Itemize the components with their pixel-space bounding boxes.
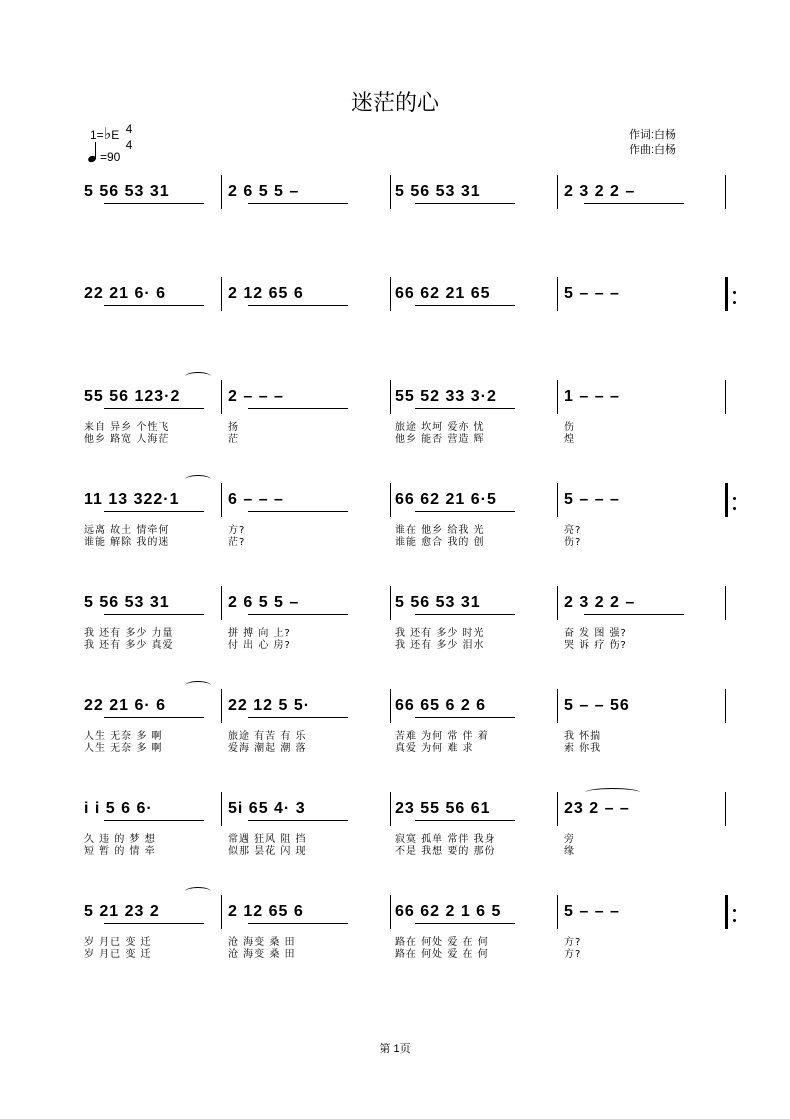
- measure-notes: 23 55 56 61: [395, 800, 491, 817]
- lyric-line-2: 路在 何处 爱 在 何: [395, 949, 489, 960]
- measure-notes: i i 5 6 6·: [84, 800, 153, 817]
- slur-mark: [185, 475, 211, 484]
- score-row: [0, 903, 790, 963]
- measure-notes: 5 56 53 31: [395, 183, 481, 200]
- lyric-line-2: 索 你我: [564, 743, 602, 754]
- lyric-line-2: 不是 我想 要的 那份: [395, 846, 496, 857]
- measure-notes: 5 56 53 31: [395, 594, 481, 611]
- score-row: [0, 594, 790, 654]
- measure-notes: 5 56 53 31: [84, 594, 170, 611]
- bar-line: [390, 175, 391, 209]
- lyric-line-1: 常遇 狂风 阻 挡: [228, 834, 307, 845]
- beam-line: [104, 511, 204, 512]
- lyric-line-2: 短 暂 的 情 牵: [84, 846, 156, 857]
- measure-notes: 23 2 – –: [564, 800, 630, 817]
- lyric-line-1: 旁: [564, 834, 575, 845]
- measure-notes: 2 3 2 2 –: [564, 183, 636, 200]
- lyric-line-1: 亮?: [564, 525, 582, 536]
- bar-line: [221, 895, 222, 929]
- repeat-dot: [733, 909, 736, 912]
- measure-notes: 66 65 6 2 6: [395, 697, 487, 714]
- key-prefix: 1=: [90, 128, 104, 142]
- key-signature: [90, 124, 119, 144]
- lyric-line-2: 他乡 路宽 人海茫: [84, 434, 170, 445]
- measure-notes: 66 62 21 6·5: [395, 491, 497, 508]
- beam-line: [415, 820, 515, 821]
- repeat-dot: [733, 497, 736, 500]
- lyric-line-2: 我 还有 多少 泪水: [395, 640, 485, 651]
- score-row: [0, 183, 790, 243]
- measure-notes: 2 3 2 2 –: [564, 594, 636, 611]
- lyric-line-2: 真爱 为何 难 求: [395, 743, 474, 754]
- lyric-line-2: 付 出 心 房?: [228, 640, 291, 651]
- lyric-line-2: 煌: [564, 434, 575, 445]
- bar-line: [557, 483, 558, 517]
- beam-line: [248, 614, 348, 615]
- score-row: [0, 388, 790, 448]
- lyric-line-1: 扬: [228, 422, 239, 433]
- lyric-line-1: 寂寞 孤单 常伴 我身: [395, 834, 496, 845]
- bar-line: [557, 175, 558, 209]
- beam-line: [104, 203, 204, 204]
- measure-notes: 66 62 2 1 6 5: [395, 903, 502, 920]
- lyric-line-2: 爱海 潮起 潮 落: [228, 743, 307, 754]
- lyric-line-2: 哭 诉 疗 伤?: [564, 640, 627, 651]
- repeat-dot: [733, 301, 736, 304]
- slur-mark: [185, 372, 211, 381]
- bar-line: [221, 483, 222, 517]
- measure-notes: 2 12 65 6: [228, 903, 304, 920]
- beam-line: [104, 408, 204, 409]
- lyric-line-1: 岁 月已 变 迁: [84, 937, 152, 948]
- measure-notes: 66 62 21 65: [395, 285, 491, 302]
- bar-line: [390, 380, 391, 414]
- lyric-line-2: 茫: [228, 434, 239, 445]
- bar-line: [390, 586, 391, 620]
- lyric-line-1: 方?: [228, 525, 246, 536]
- bar-line: [390, 792, 391, 826]
- lyric-line-2: 伤?: [564, 537, 582, 548]
- beam-line: [415, 203, 515, 204]
- lyric-line-2: 谁能 解除 我的迷: [84, 537, 170, 548]
- score-row: [0, 491, 790, 551]
- lyric-line-1: 苦难 为何 常 伴 着: [395, 731, 489, 742]
- bar-line: [557, 689, 558, 723]
- time-top: 4: [125, 122, 133, 136]
- bar-line: [557, 586, 558, 620]
- score-row: [0, 697, 790, 757]
- bar-line: [725, 483, 728, 517]
- bar-line: [557, 380, 558, 414]
- time-bottom: 4: [125, 138, 133, 152]
- lyric-line-1: 远离 故土 情牵何: [84, 525, 170, 536]
- time-signature: [124, 121, 134, 153]
- beam-line: [248, 408, 348, 409]
- beam-line: [415, 305, 515, 306]
- repeat-dot: [733, 919, 736, 922]
- score-row: [0, 800, 790, 860]
- lyric-line-1: 伤: [564, 422, 575, 433]
- bar-line: [725, 277, 728, 311]
- flat-symbol: ♭: [103, 126, 112, 143]
- measure-notes: 1 – – –: [564, 388, 620, 405]
- beam-line: [415, 923, 515, 924]
- lyric-line-1: 方?: [564, 937, 582, 948]
- page-number: 第 1页: [379, 1043, 411, 1055]
- measure-notes: 2 6 5 5 –: [228, 183, 300, 200]
- lyric-line-1: 旅途 坎坷 爱亦 忧: [395, 422, 485, 433]
- beam-line: [104, 717, 204, 718]
- lyric-line-1: 久 违 的 梦 想: [84, 834, 156, 845]
- lyric-line-1: 沧 海变 桑 田: [228, 937, 296, 948]
- bar-line: [390, 689, 391, 723]
- lyric-line-2: 方?: [564, 949, 582, 960]
- credits: [629, 128, 676, 158]
- measure-notes: 5 – – 56: [564, 697, 630, 714]
- measure-notes: 5 – – –: [564, 903, 620, 920]
- bar-line: [221, 175, 222, 209]
- measure-notes: 2 6 5 5 –: [228, 594, 300, 611]
- lyric-line-2: 沧 海变 桑 田: [228, 949, 296, 960]
- lyric-line-1: 奋 发 图 强?: [564, 628, 627, 639]
- measure-notes: 5 21 23 2: [84, 903, 160, 920]
- measure-notes: 5 – – –: [564, 491, 620, 508]
- lyric-line-1: 我 还有 多少 力量: [84, 628, 174, 639]
- song-title: 迷茫的心: [350, 91, 439, 116]
- lyric-line-1: 旅途 有苦 有 乐: [228, 731, 307, 742]
- bar-line: [390, 895, 391, 929]
- beam-line: [104, 305, 204, 306]
- lyric-line-1: 拼 搏 向 上?: [228, 628, 291, 639]
- measure-notes: 22 21 6· 6: [84, 697, 167, 714]
- key-letter: E: [111, 128, 120, 142]
- bar-line: [221, 586, 222, 620]
- bar-line: [725, 586, 726, 620]
- beam-line: [248, 923, 348, 924]
- beam-line: [248, 717, 348, 718]
- measure-notes: 2 12 65 6: [228, 285, 304, 302]
- slur-mark: [585, 788, 640, 797]
- measure-notes: 2 – – –: [228, 388, 284, 405]
- lyric-line-2: 岁 月已 变 迁: [84, 949, 152, 960]
- measure-notes: 5i 65 4· 3: [228, 800, 306, 817]
- bar-line: [557, 277, 558, 311]
- beam-line: [248, 820, 348, 821]
- bar-line: [221, 792, 222, 826]
- lyric-line-2: 他乡 能否 营造 辉: [395, 434, 485, 445]
- beam-line: [584, 614, 684, 615]
- bar-line: [221, 689, 222, 723]
- bar-line: [557, 895, 558, 929]
- bar-line: [725, 792, 726, 826]
- lyric-line-2: 我 还有 多少 真爱: [84, 640, 174, 651]
- beam-line: [104, 820, 204, 821]
- score-row: [0, 285, 790, 345]
- lyricist: 作词:白杨: [629, 129, 677, 141]
- bar-line: [725, 895, 728, 929]
- bar-line: [725, 380, 726, 414]
- beam-line: [415, 408, 515, 409]
- lyric-line-2: 人生 无奈 多 啊: [84, 743, 163, 754]
- beam-line: [248, 203, 348, 204]
- repeat-dot: [733, 507, 736, 510]
- measure-notes: 22 12 5 5·: [228, 697, 311, 714]
- measure-notes: 55 52 33 3·2: [395, 388, 497, 405]
- beam-line: [248, 511, 348, 512]
- lyric-line-2: 似那 昙花 闪 现: [228, 846, 307, 857]
- repeat-dot: [733, 291, 736, 294]
- note-stem: [95, 142, 96, 159]
- lyric-line-2: 缘: [564, 846, 575, 857]
- slur-mark: [185, 887, 211, 896]
- lyric-line-1: 我 怀揣: [564, 731, 602, 742]
- lyric-line-2: 谁能 愈合 我的 创: [395, 537, 485, 548]
- slur-mark: [185, 681, 211, 690]
- composer: 作曲:白杨: [629, 144, 677, 156]
- measure-notes: 6 – – –: [228, 491, 284, 508]
- bar-line: [725, 175, 726, 209]
- measure-notes: 5 – – –: [564, 285, 620, 302]
- lyric-line-1: 人生 无奈 多 啊: [84, 731, 163, 742]
- lyric-line-2: 茫?: [228, 537, 246, 548]
- lyric-line-1: 来自 异乡 个性飞: [84, 422, 170, 433]
- beam-line: [415, 511, 515, 512]
- beam-line: [415, 614, 515, 615]
- measure-notes: 55 56 123·2: [84, 388, 181, 405]
- measure-notes: 5 56 53 31: [84, 183, 170, 200]
- beam-line: [104, 923, 204, 924]
- bar-line: [725, 689, 726, 723]
- tempo-value: =90: [100, 150, 121, 164]
- beam-line: [248, 305, 348, 306]
- measure-notes: 11 13 322·1: [84, 491, 180, 508]
- bar-line: [221, 380, 222, 414]
- lyric-line-1: 我 还有 多少 时光: [395, 628, 485, 639]
- beam-line: [584, 203, 684, 204]
- lyric-line-1: 路在 何处 爱 在 何: [395, 937, 489, 948]
- beam-line: [104, 614, 204, 615]
- bar-line: [390, 277, 391, 311]
- measure-notes: 22 21 6· 6: [84, 285, 167, 302]
- bar-line: [221, 277, 222, 311]
- bar-line: [390, 483, 391, 517]
- bar-line: [557, 792, 558, 826]
- lyric-line-1: 谁在 他乡 给我 光: [395, 525, 485, 536]
- beam-line: [415, 717, 515, 718]
